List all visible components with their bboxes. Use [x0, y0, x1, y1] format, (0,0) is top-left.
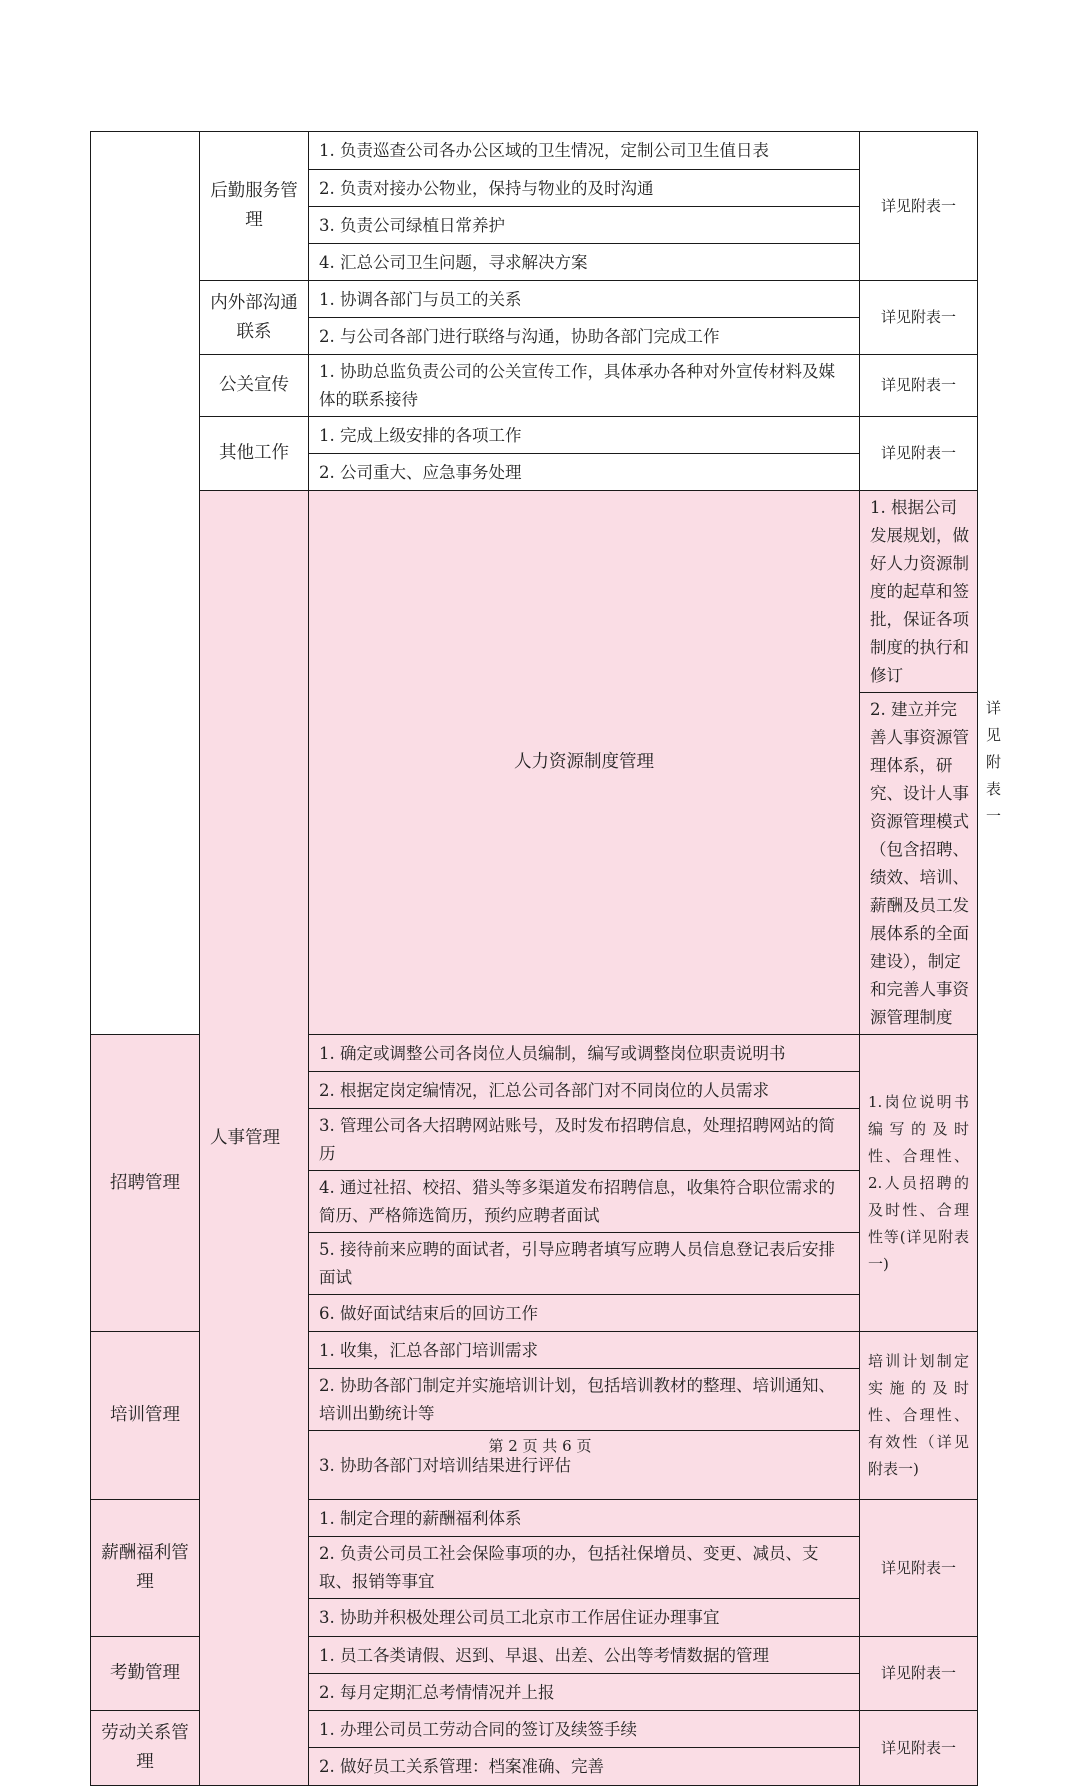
task-item: 2. 负责对接办公物业，保持与物业的及时沟通: [309, 170, 860, 207]
note-cell: 培训计划制定实施的及时性、合理性、有效性（详见附表一): [860, 1332, 978, 1500]
task-item: 2. 做好员工关系管理：档案准确、完善: [309, 1748, 860, 1786]
category-cell: 招聘管理: [91, 1035, 200, 1332]
task-item: 1. 收集，汇总各部门培训需求: [309, 1332, 860, 1369]
task-item: 1. 办理公司员工劳动合同的签订及续签手续: [309, 1711, 860, 1748]
task-item: 1. 负责巡查公司各办公区域的卫生情况，定制公司卫生值日表: [309, 132, 860, 170]
task-item: 1. 员工各类请假、迟到、早退、出差、公出等考情数据的管理: [309, 1637, 860, 1674]
task-item: 4. 通过社招、校招、猎头等多渠道发布招聘信息，收集符合职位需求的简历、严格筛选简历，预约应聘者面试: [309, 1171, 860, 1233]
category-cell: 其他工作: [200, 417, 309, 491]
task-item: 1. 根据公司发展规划，做好人力资源制度的起草和签批，保证各项制度的执行和修订: [860, 491, 978, 693]
note-cell: 1.岗位说明书编写的及时性、合理性、2.人员招聘的及时性、合理性等(详见附表一): [860, 1035, 978, 1332]
section-cell: [91, 132, 200, 1035]
duty-table: 后勤服务管理 1. 负责巡查公司各办公区域的卫生情况，定制公司卫生值日表 详见附表一 2. 负责对接办公物业，保持与物业的及时沟通 3. 负责公司绿植日常养护 4. 汇总公司卫生问题，寻求解决方案 内外部沟通联系 1. 协调各部门与员工的关系 详见附表一 2. 与公司各部门进行联络与沟通，协助各部门完成工作 公关宣传 1. 协助总监负责公司的公关宣传工作，具体承办各种对外宣传材料及媒体的联系接待 详见附表一 其他工作 1. 完成上级安排的各项工作 详见附表一 2. 公司重大、应急事务处理 人事管理 人力资源制度管理 1. 根据公司发展规划，做好人力资源制度的起草和签批，保证各项制度的执行和修订 详见附表一 2. 建立并完善人事资源管理体系，研究、设计人事资源管理模式（包含招聘、绩效、培训、薪酬及员工发展体系的全面建设），制定和完善人事资源管理制度 招聘管理 1. 确定或调整公司各岗位人员编制，编写或调整岗位职责说明书 1.岗位说明书编写的及时性、合理性、2.人员招聘的及时性、合理性等(详见附表一) 2. 根据定岗定编情况，汇总公司各部门对不同岗位的人员需求 3. 管理公司各大招聘网站账号，及时发布招聘信息，处理招聘网站的简历 4. 通过社招、校招、猎头等多渠道发布招聘信息，收集符合职位需求的简历、严格筛选简历，预约应聘者面试 5. 接待前来应聘的面试者，引导应聘者填写应聘人员信息登记表后安排面试 6. 做好面试结束后的回访工作 培训管理 1. 收集，汇总各部门培训需求 培训计划制定实施的及时性、合理性、有效性（详见附表一) 2. 协助各部门制定并实施培训计划，包括培训教材的整理、培训通知、培训出勤统计等 3. 协助各部门对培训结果进行评估 薪酬福利管理 1. 制定合理的薪酬福利体系 详见附表一 2. 负责公司员工社会保险事项的办，包括社保增员、变更、减员、支取、报销等事宜 3. 协助并积极处理公司员工北京市工作居住证办理事宜 考勤管理 1. 员工各类请假、迟到、早退、出差、公出等考情数据的管理 详见附表一 2. 每月定期汇总考情情况并上报 劳动关系管理 1. 办理公司员工劳动合同的签订及续签手续 详见附表一 2. 做好员工关系管理：档案准确、完善: [90, 131, 978, 1786]
task-item: 3. 协助各部门对培训结果进行评估: [309, 1431, 860, 1500]
category-cell: 考勤管理: [91, 1637, 200, 1711]
task-item: 3. 协助并积极处理公司员工北京市工作居住证办理事宜: [309, 1599, 860, 1637]
section-cell: 人事管理: [200, 491, 309, 1786]
task-item: 2. 负责公司员工社会保险事项的办，包括社保增员、变更、减员、支取、报销等事宜: [309, 1537, 860, 1599]
page-footer: 第 2 页 共 6 页: [488, 1437, 592, 1455]
task-item: 6. 做好面试结束后的回访工作: [309, 1295, 860, 1332]
task-item: 1. 制定合理的薪酬福利体系: [309, 1500, 860, 1537]
category-cell: 后勤服务管理: [200, 132, 309, 281]
task-item: 2. 协助各部门制定并实施培训计划，包括培训教材的整理、培训通知、培训出勤统计等: [309, 1369, 860, 1431]
category-cell: 内外部沟通联系: [200, 281, 309, 355]
task-item: 2. 与公司各部门进行联络与沟通，协助各部门完成工作: [309, 318, 860, 355]
note-cell: 详见附表一: [860, 417, 978, 491]
task-item: 4. 汇总公司卫生问题，寻求解决方案: [309, 244, 860, 281]
note-cell: 详见附表一: [860, 1637, 978, 1711]
note-cell: 详见附表一: [860, 1711, 978, 1786]
category-cell: 公关宣传: [200, 355, 309, 417]
task-item: 3. 负责公司绿植日常养护: [309, 207, 860, 244]
category-cell: 培训管理: [91, 1332, 200, 1500]
task-item: 2. 每月定期汇总考情情况并上报: [309, 1674, 860, 1711]
note-cell: 详见附表一: [860, 1500, 978, 1637]
task-item: 2. 公司重大、应急事务处理: [309, 454, 860, 491]
note-cell: 详见附表一: [860, 281, 978, 355]
task-item: 1. 确定或调整公司各岗位人员编制，编写或调整岗位职责说明书: [309, 1035, 860, 1072]
category-cell: 劳动关系管理: [91, 1711, 200, 1786]
task-item: 1. 协助总监负责公司的公关宣传工作，具体承办各种对外宣传材料及媒体的联系接待: [309, 355, 860, 417]
task-item: 3. 管理公司各大招聘网站账号，及时发布招聘信息，处理招聘网站的简历: [309, 1109, 860, 1171]
note-cell: 详见附表一: [860, 355, 978, 417]
task-item: 1. 完成上级安排的各项工作: [309, 417, 860, 454]
note-cell: 详见附表一: [860, 132, 978, 281]
category-cell: 薪酬福利管理: [91, 1500, 200, 1637]
task-item: 2. 根据定岗定编情况，汇总公司各部门对不同岗位的人员需求: [309, 1072, 860, 1109]
task-item: 1. 协调各部门与员工的关系: [309, 281, 860, 318]
category-cell: 人力资源制度管理: [309, 491, 860, 1035]
task-item: 5. 接待前来应聘的面试者，引导应聘者填写应聘人员信息登记表后安排面试: [309, 1233, 860, 1295]
task-item: 2. 建立并完善人事资源管理体系，研究、设计人事资源管理模式（包含招聘、绩效、培训、薪酬及员工发展体系的全面建设），制定和完善人事资源管理制度: [860, 693, 978, 1035]
